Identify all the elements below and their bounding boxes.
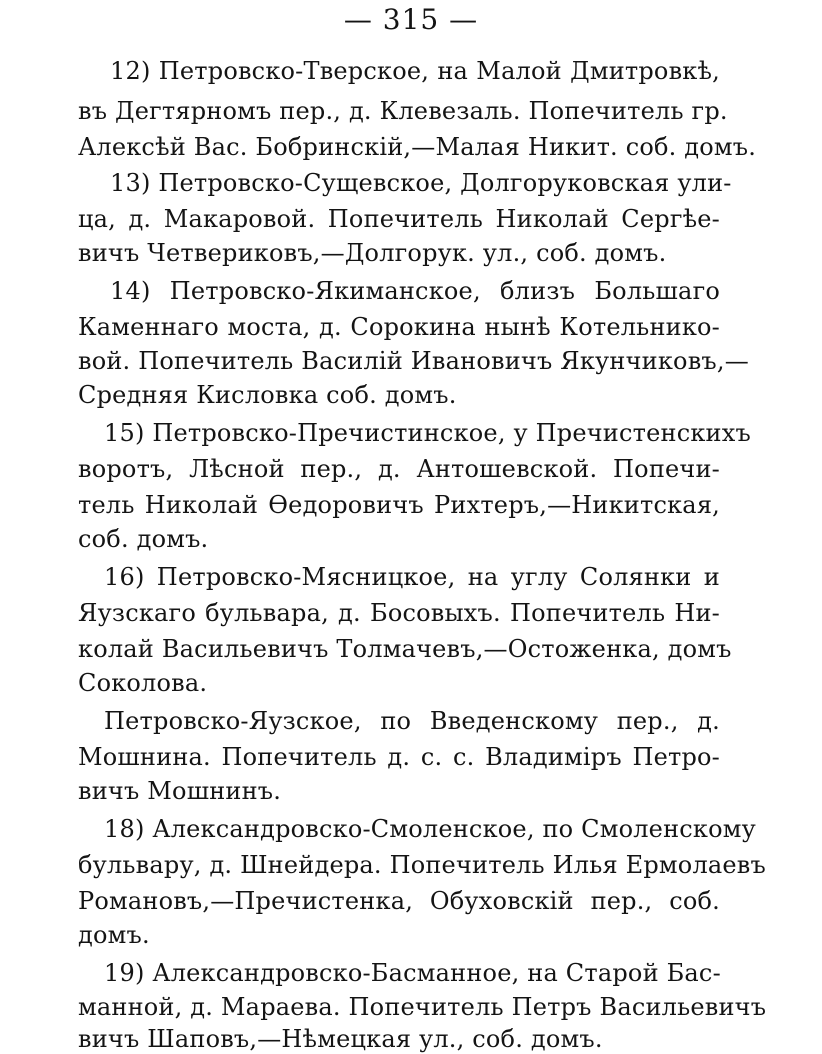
entry-17-line-3: вичъ Мошнинъ. [78,777,282,805]
entry-17-line-1: Петровско-Яузское, по Введенскому пер., д. [104,707,720,735]
entry-14-line-2: Каменнаго моста, д. Сорокина нынѣ Котельнико- [78,313,720,341]
entry-12-line-1: 12) Петровско-Тверское, на Малой Дмитровкѣ, [110,57,720,85]
entry-12-line-2: въ Дегтярномъ пер., д. Клевезаль. Попечитель гр. [78,97,728,125]
entry-18-line-1: 18) Александровско-Смоленское, по Смоленскому [104,815,756,843]
entry-19-line-3: вичъ Шаповъ,—Нѣмецкая ул., соб. домъ. [78,1025,603,1053]
entry-16-line-1: 16) Петровско-Мясницкое, на углу Солянки и [104,563,720,591]
entry-14-line-1: 14) Петровско-Якиманское, близъ Большаго [110,277,720,305]
entry-13-line-2: ца, д. Макаровой. Попечитель Николай Сергѣе- [78,205,720,233]
entry-15-line-2: воротъ, Лѣсной пер., д. Антошевской. Попечи- [78,455,720,483]
entry-14-line-4: Средняя Кисловка соб. домъ. [78,381,457,409]
entry-18-line-3: Романовъ,—Пречистенка, Обуховскій пер., соб. [78,887,720,915]
entry-18-line-4: домъ. [78,921,150,949]
entry-18-line-2: бульвару, д. Шнейдера. Попечитель Илья Ермолаевъ [78,851,766,879]
entry-14-line-3: вой. Попечитель Василій Ивановичъ Якунчиковъ,— [78,347,749,375]
entry-16-line-3: колай Васильевичъ Толмачевъ,—Остоженка, домъ [78,635,732,663]
entry-15-line-4: соб. домъ. [78,525,209,553]
entry-16-line-4: Соколова. [78,669,208,697]
entry-15-line-1: 15) Петровско-Пречистинское, у Пречистенскихъ [104,419,751,447]
entry-16-line-2: Яузскаго бульвара, д. Босовыхъ. Попечитель Ни- [78,599,720,627]
entry-19-line-2: манной, д. Мараева. Попечитель Петръ Васильевичъ [78,993,767,1021]
entry-19-line-1: 19) Александровско-Басманное, на Старой Бас- [104,959,721,987]
entry-15-line-3: тель Николай Өедоровичъ Рихтеръ,—Никитская, [78,491,720,519]
entry-13-line-3: вичъ Четвериковъ,—Долгорук. ул., соб. домъ. [78,239,667,267]
entry-17-line-2: Мошнина. Попечитель д. с. с. Владиміръ Петро- [78,743,720,771]
entry-12-line-3: Алексѣй Вас. Бобринскій,—Малая Никит. соб. домъ. [78,133,757,161]
entry-13-line-1: 13) Петровско-Сущевское, Долгоруковская ули- [110,169,732,197]
page-number: — 315 — [343,3,479,36]
